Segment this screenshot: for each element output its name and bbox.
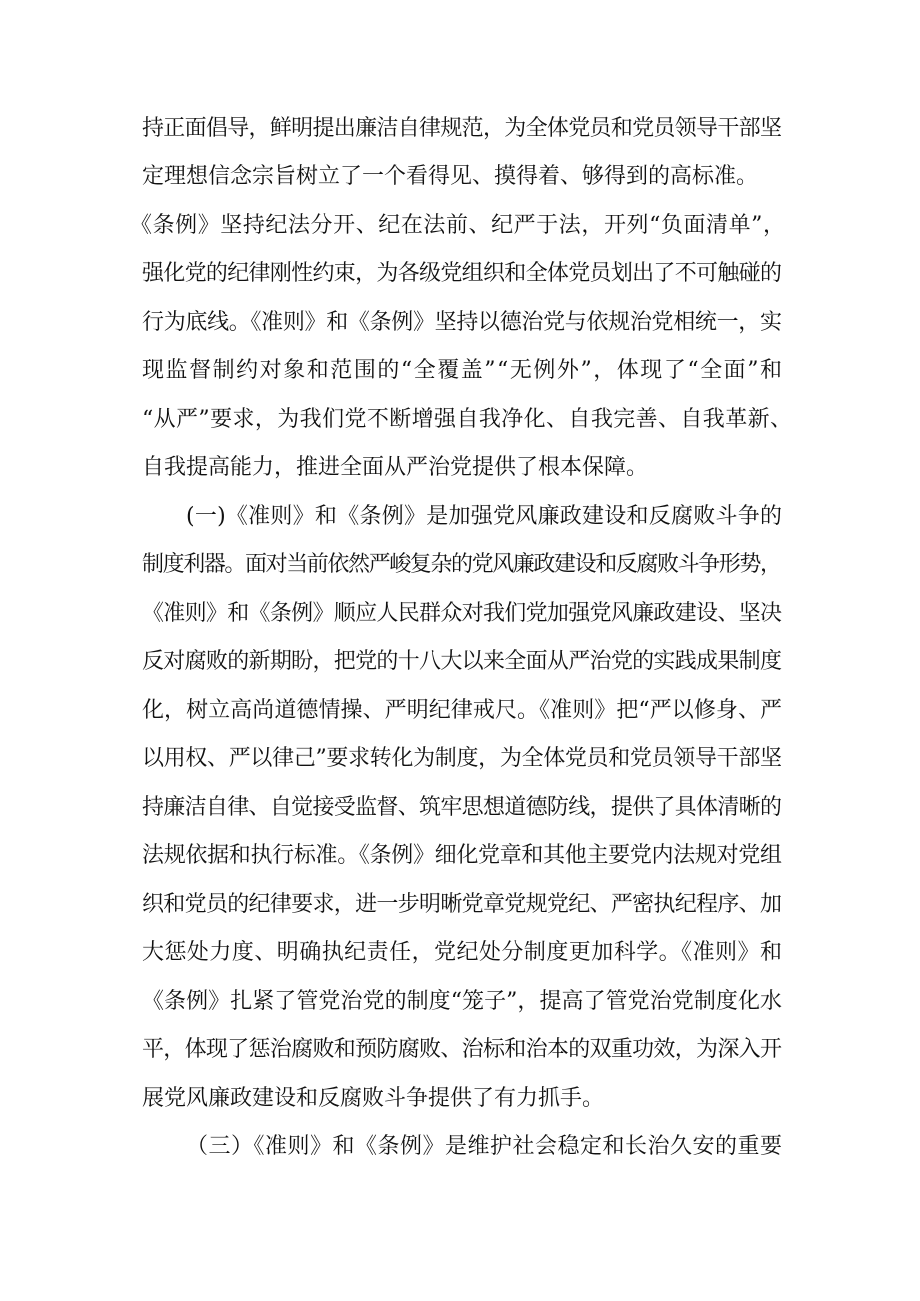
section-heading-line: （三）《准则》和《条例》是维护社会稳定和长治久安的重要	[186, 1134, 783, 1159]
text-line: “从严”要求，为我们党不断增强自我净化、自我完善、自我革新、	[142, 407, 793, 432]
text-line: 制度利器。面对当前依然严峻复杂的党风廉政建设和反腐败斗争形势，	[142, 552, 781, 577]
text-line: 反对腐败的新期盼，把党的十八大以来全面从严治党的实践成果制度	[142, 649, 782, 674]
text-line: 以用权、严以律己”要求转化为制度，为全体党员和党员领导干部坚	[142, 746, 782, 771]
text-line: 展党风廉政建设和反腐败斗争提供了有力抓手。	[142, 1086, 605, 1111]
text-line: 强化党的纪律刚性约束，为各级党组织和全体党员划出了不可触碰的	[142, 261, 782, 286]
text-line: 《准则》和《条例》顺应人民群众对我们党加强党风廉政建设、坚决	[142, 601, 782, 626]
text-line: 《条例》坚持纪法分开、纪在法前、纪严于法，开列“负面清单”，	[130, 213, 786, 238]
text-line: 大惩处力度、明确执纪责任，党纪处分制度更加科学。《准则》和	[142, 940, 783, 965]
text-line: 持正面倡导，鲜明提出廉洁自律规范，为全体党员和党员领导干部坚	[142, 116, 782, 141]
text-line: 行为底线。《准则》和《条例》坚持以德治党与依规治党相统一，实	[142, 310, 782, 335]
text-line: 平，体现了惩治腐败和预防腐败、治标和治本的双重功效，为深入开	[142, 1037, 782, 1062]
section-heading-line: (一)《准则》和《条例》是加强党风廉政建设和反腐败斗争的	[186, 504, 783, 529]
text-line: 《条例》扎紧了管党治党的制度“笼子”，提高了管党治党制度化水	[142, 989, 783, 1014]
text-line: 法规依据和执行标准。《条例》细化党章和其他主要党内法规对党组	[142, 843, 782, 868]
text-line: 现监督制约对象和范围的“全覆盖”“无例外”，体现了“全面”和	[142, 358, 784, 383]
text-line: 持廉洁自律、自觉接受监督、筑牢思想道德防线，提供了具体清晰的	[142, 795, 782, 820]
text-line: 织和党员的纪律要求，进一步明晰党章党规党纪、严密执纪程序、加	[142, 892, 782, 917]
text-line: 定理想信念宗旨树立了一个看得见、摸得着、够得到的高标准。	[142, 164, 759, 189]
text-line: 化，树立高尚道德情操、严明纪律戒尺。《准则》把“严以修身、严	[142, 698, 783, 723]
text-line: 自我提高能力，推进全面从严治党提供了根本保障。	[142, 455, 649, 480]
